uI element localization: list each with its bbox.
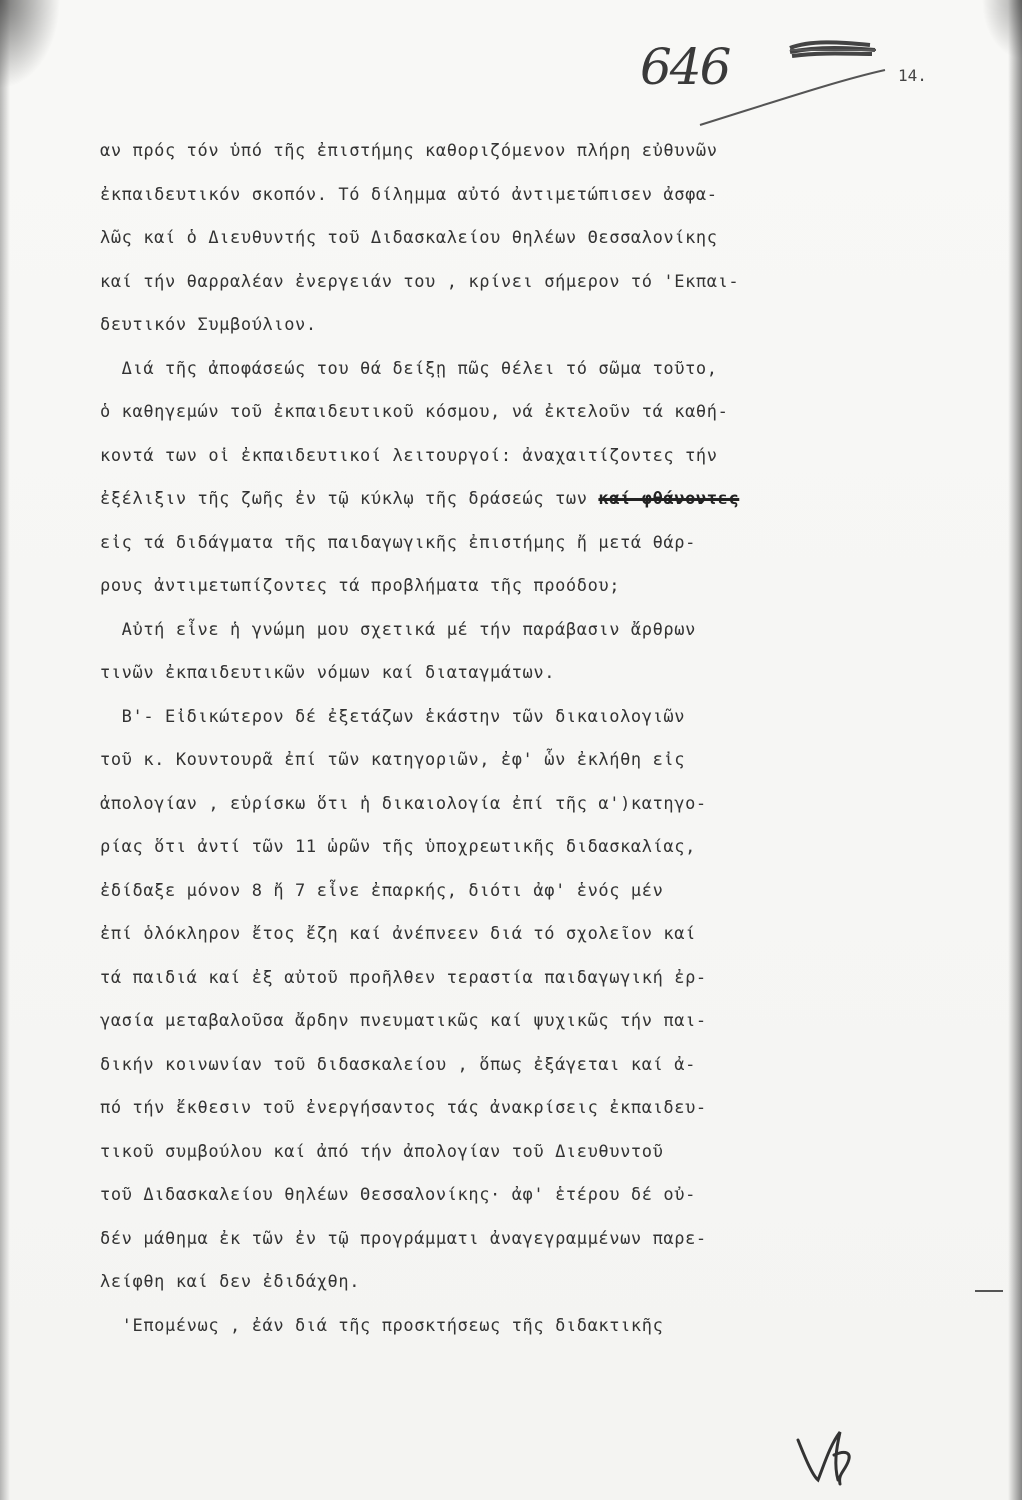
- text-line: ρους ἀντιμετωπίζοντες τά προβλήματα τῆς προόδου;: [100, 576, 621, 596]
- text-line: ἐκπαιδευτικόν σκοπόν. Τό δίλημμα αὐτό ἀντιμετώπισεν ἀσφα-: [100, 184, 718, 205]
- scan-shadow-right: [1008, 0, 1022, 1500]
- text-line: ρίας ὅτι ἀντί τῶν 11 ὡρῶν τῆς ὑποχρεωτικῆς διδασκαλίας,: [100, 837, 696, 857]
- scan-shadow-left: [0, 0, 10, 1500]
- handwritten-initials-icon: [790, 1410, 870, 1490]
- text-line: τοῦ Διδασκαλείου θηλέων Θεσσαλονίκης· ἀφ' ἑτέρου δέ οὐ-: [100, 1185, 696, 1205]
- text-line: εἰς τά διδάγματα τῆς παιδαγωγικῆς ἐπιστήμης ἤ μετά θάρ-: [100, 532, 696, 553]
- text-line: λῶς καί ὁ Διευθυντής τοῦ Διδασκαλείου θηλέων Θεσσαλονίκης: [100, 228, 718, 248]
- text-line: αν πρός τόν ὑπό τῆς ἐπιστήμης καθοριζόμενον πλήρη εὐθυνῶν: [100, 141, 718, 161]
- text-line: καί τήν θαρραλέαν ἐνεργειάν του , κρίνει σήμερον τό 'Εκπαι-: [100, 271, 740, 292]
- text-line: ἀπολογίαν , εὑρίσκω ὅτι ἡ δικαιολογία ἐπί τῆς α')κατηγο-: [100, 793, 707, 814]
- text-line: δέν μάθημα ἐκ τῶν ἐν τῷ προγράμματι ἀναγεγραμμένων παρε-: [100, 1228, 707, 1249]
- text-line: κοντά των οἱ ἐκπαιδευτικοί λειτουργοί: ἀναχαιτίζοντες τήν: [100, 445, 718, 466]
- text-line: Β'- Εἰδικώτερον δέ ἐξετάζων ἑκάστην τῶν δικαιολογιῶν: [100, 706, 686, 727]
- text-segment: ἐξέλιξιν τῆς ζωῆς ἐν τῷ κύκλῳ τῆς δράσεώς των: [100, 489, 588, 509]
- text-line: ἐπί ὁλόκληρον ἔτος ἔζη καί ἀνέπνεεν διά τό σχολεῖον καί: [100, 924, 696, 944]
- text-line: τά παιδιά καί ἐξ αὐτοῦ προῆλθεν τεραστία παιδαγωγική ἐρ-: [100, 967, 707, 988]
- text-line: ὁ καθηγεμών τοῦ ἐκπαιδευτικοῦ κόσμου, νά ἐκτελοῦν τά καθή-: [100, 402, 729, 422]
- archive-number: 646: [640, 38, 730, 96]
- body-text: [100, 130, 980, 1348]
- text-line: πό τήν ἔκθεσιν τοῦ ἐνεργήσαντος τάς ἀνακρίσεις ἐκπαιδευ-: [100, 1098, 707, 1118]
- text-line: γασία μεταβαλοῦσα ἄρδην πνευματικῶς καί ψυχικῶς τήν παι-: [100, 1011, 707, 1031]
- text-line: τικοῦ συμβούλου καί ἀπό τήν ἀπολογίαν τοῦ Διευθυντοῦ: [100, 1141, 664, 1162]
- text-line: τινῶν ἐκπαιδευτικῶν νόμων καί διαταγμάτων.: [100, 663, 556, 683]
- text-line: λείφθη καί δεν ἐδιδάχθη.: [100, 1272, 361, 1292]
- text-line: δικήν κοινωνίαν τοῦ διδασκαλείου , ὅπως ἐξάγεται καί ἀ-: [100, 1054, 696, 1075]
- text-line: ἐδίδαξε μόνον 8 ἤ 7 εἶνε ἐπαρκής, διότι ἀφ' ἑνός μέν: [100, 880, 664, 901]
- page-number: 14.: [898, 66, 927, 85]
- struck-text: καί φθάνοντες: [598, 489, 740, 509]
- text-line: 'Επομένως , ἐάν διά τῆς προσκτήσεως τῆς διδακτικῆς: [100, 1315, 664, 1336]
- margin-dash: [975, 1290, 1003, 1292]
- text-line: Διά τῆς ἀποφάσεώς του θά δείξῃ πῶς θέλει τό σῶμα τοῦτο,: [100, 358, 718, 379]
- text-line: Αὐτή εἶνε ἡ γνώμη μου σχετικά μέ τήν παράβασιν ἄρθρων: [100, 619, 696, 640]
- text-line: δευτικόν Συμβούλιον.: [100, 315, 317, 335]
- text-line: τοῦ κ. Κουντουρᾶ ἐπί τῶν κατηγοριῶν, ἐφ' ὧν ἐκλήθη εἰς: [100, 750, 686, 770]
- text-line-with-struck: [100, 478, 980, 522]
